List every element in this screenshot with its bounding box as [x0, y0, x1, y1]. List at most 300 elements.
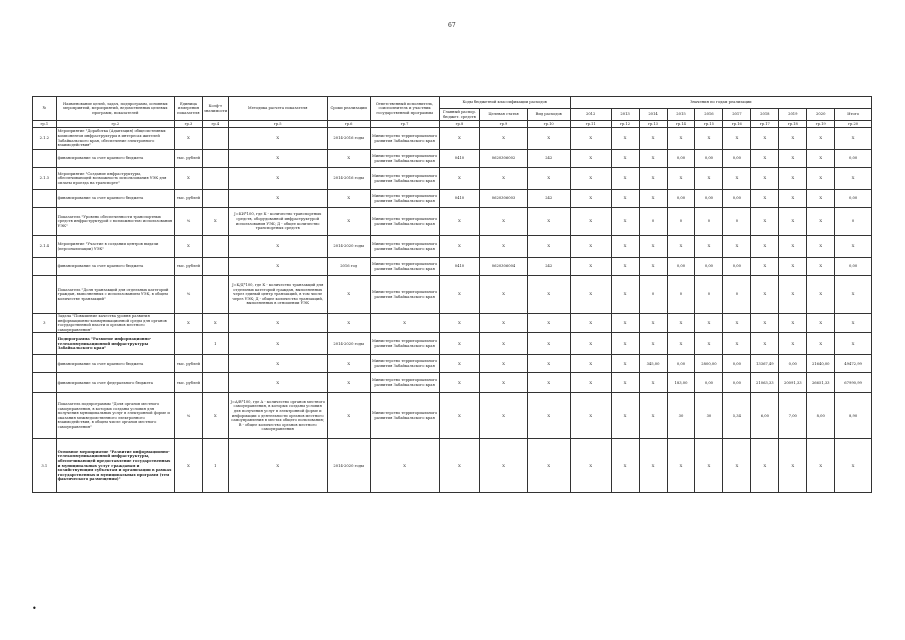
row-value: X [611, 314, 639, 333]
row-value: X [611, 150, 639, 168]
row-number [33, 393, 57, 439]
row-value: X [611, 439, 639, 493]
row-value: X [695, 333, 723, 355]
row-value: X [639, 128, 667, 150]
row-number [33, 373, 57, 393]
row-value: X [667, 168, 695, 190]
row-value: X [480, 208, 527, 236]
row-coef: 1 [202, 333, 228, 355]
row-value: X [480, 393, 527, 439]
row-value: X [835, 314, 872, 333]
row-method: X [228, 355, 327, 373]
row-name: финансирование за счет краевого бюджета [56, 355, 174, 373]
row-value: X [527, 314, 570, 333]
header-coef: Коэф-т значимости [202, 97, 228, 121]
row-value: X [807, 314, 835, 333]
row-responsible: Министерство территориального развития Забайкальского края [370, 333, 439, 355]
row-value: 2800,00 [695, 355, 723, 373]
row-value: 6,00 [751, 393, 779, 439]
row-value: X [723, 128, 751, 150]
row-unit: X [174, 314, 202, 333]
row-value: X [480, 333, 527, 355]
row-value: X [439, 236, 480, 258]
row-value: 20091,33 [779, 373, 807, 393]
row-value: X [807, 150, 835, 168]
row-value: 0 [695, 208, 723, 236]
row-value: X [639, 314, 667, 333]
row-value: 0410 [439, 150, 480, 168]
row-number: 3.1 [33, 439, 57, 493]
row-value: X [570, 439, 611, 493]
row-unit: тыс. рублей [174, 190, 202, 208]
row-value: 0,00 [667, 150, 695, 168]
row-number [33, 355, 57, 373]
row-value: X [570, 168, 611, 190]
row-value: X [639, 393, 667, 439]
row-method: J=КИ*100, где К - количество транспортных средств, оборудованной инфраструктурой использования УЭК; Д - общее количество транспортных средств [228, 208, 327, 236]
row-value: X [480, 236, 527, 258]
row-value: 0 [723, 208, 751, 236]
row-unit: X [174, 236, 202, 258]
row-value: 0,00 [723, 373, 751, 393]
page-number: 67 [448, 22, 456, 29]
row-value: X [439, 276, 480, 314]
table-row [33, 128, 872, 150]
row-value: X [570, 333, 611, 355]
row-value: X [751, 236, 779, 258]
row-value: X [480, 128, 527, 150]
row-name: финансирование за счет краевого бюджета [56, 258, 174, 276]
row-value: X [835, 276, 872, 314]
row-value: X [667, 333, 695, 355]
row-term: X [327, 355, 370, 373]
row-value: X [611, 355, 639, 373]
row-value: 242 [527, 190, 570, 208]
row-value: X [751, 439, 779, 493]
header-year: 2019 [779, 109, 807, 121]
row-value: 0,00 [723, 355, 751, 373]
row-value: X [807, 168, 835, 190]
row-value: 0410 [439, 258, 480, 276]
row-value: 7,00 [779, 393, 807, 439]
row-value: 0,00 [835, 190, 872, 208]
row-value: 0 [667, 208, 695, 236]
row-value: X [611, 373, 639, 393]
row-value: 49472,99 [835, 355, 872, 373]
row-responsible: Министерство территориального развития Забайкальского края [370, 393, 439, 439]
row-value: 0,00 [695, 373, 723, 393]
row-term: X [327, 393, 370, 439]
row-method: X [228, 258, 327, 276]
row-term: X [327, 314, 370, 333]
header-year: 2012 [570, 109, 611, 121]
row-value: X [779, 314, 807, 333]
row-value: 242 [527, 150, 570, 168]
row-coef [202, 258, 228, 276]
row-value: X [723, 439, 751, 493]
row-value: X [639, 236, 667, 258]
row-value: 0,00 [667, 190, 695, 208]
row-coef [202, 236, 228, 258]
column-number: гр.14 [667, 121, 695, 128]
row-value: X [807, 208, 835, 236]
row-value: X [695, 314, 723, 333]
row-value: X [723, 168, 751, 190]
row-unit: тыс. рублей [174, 373, 202, 393]
footer-mark: • [32, 604, 37, 613]
row-value: X [835, 333, 872, 355]
column-number: гр.18 [779, 121, 807, 128]
row-value: X [611, 333, 639, 355]
row-value: X [611, 190, 639, 208]
row-name: Показатель "Доля транзакций для отдельных категорий граждан, выполненных с использованием УЭК, в общем количестве транзакций" [56, 276, 174, 314]
column-number: гр.13 [639, 121, 667, 128]
row-value: X [527, 168, 570, 190]
row-unit: X [174, 439, 202, 493]
row-responsible: X [370, 439, 439, 493]
row-value: X [779, 168, 807, 190]
row-number [33, 208, 57, 236]
row-value: 0 [695, 276, 723, 314]
row-value: X [835, 236, 872, 258]
row-value: X [751, 333, 779, 355]
row-name: Задача "Повышение качества уровня развития информационно-коммуникационной среды для органов государственной власти и органов местного самоуправления" [56, 314, 174, 333]
row-value: X [570, 128, 611, 150]
column-number: гр.1 [33, 121, 57, 128]
row-value: X [751, 128, 779, 150]
row-value: X [611, 258, 639, 276]
row-number [33, 190, 57, 208]
row-value: 13367,49 [751, 355, 779, 373]
row-term: X [327, 373, 370, 393]
row-name: Подпрограмма "Развитие информационно-телекоммуникационной инфраструктуры Забайкальского края" [56, 333, 174, 355]
row-value: 0,00 [779, 355, 807, 373]
row-term: 2016 год [327, 258, 370, 276]
row-value: 0410 [439, 190, 480, 208]
column-number: гр.15 [695, 121, 723, 128]
row-method: X [228, 190, 327, 208]
row-number [33, 333, 57, 355]
row-value: X [611, 128, 639, 150]
row-value: X [639, 168, 667, 190]
row-unit: % [174, 208, 202, 236]
row-value: 0,00 [723, 258, 751, 276]
row-value: X [695, 236, 723, 258]
row-value: X [439, 393, 480, 439]
row-method: X [228, 314, 327, 333]
row-value: X [807, 439, 835, 493]
row-value: X [835, 168, 872, 190]
row-coef [202, 373, 228, 393]
row-name: финансирование за счет федерального бюджета [56, 373, 174, 393]
row-responsible: Министерство территориального развития Забайкальского края [370, 276, 439, 314]
row-value: 5,34 [723, 393, 751, 439]
row-coef: X [202, 314, 228, 333]
header-method: Методика расчета показателя [228, 97, 327, 121]
row-value: X [807, 276, 835, 314]
row-term: 2014-2016 годы [327, 128, 370, 150]
row-name: финансирование за счет краевого бюджета [56, 150, 174, 168]
row-value: X [439, 128, 480, 150]
row-value: 8,00 [807, 393, 835, 439]
row-value: 0,00 [667, 355, 695, 373]
row-method: X [228, 236, 327, 258]
header-year: 2014 [639, 109, 667, 121]
row-name: Показатель подпрограммы "Доля органов местного самоуправления, в которых созданы условия для получения муниципальных услуг в электронной форме и оказания межведомственного электронного взаимодействия, в общем числе органов местного самоуправления" [56, 393, 174, 439]
row-value: X [779, 439, 807, 493]
row-value: X [480, 314, 527, 333]
row-value: X [807, 258, 835, 276]
header-grbs: Главный распор. бюджет. средств [439, 109, 480, 121]
row-value: 0,00 [835, 150, 872, 168]
row-responsible: Министерство территориального развития Забайкальского края [370, 190, 439, 208]
row-value: X [835, 439, 872, 493]
row-value: X [695, 168, 723, 190]
row-method: X [228, 439, 327, 493]
row-value: X [527, 208, 570, 236]
row-value: X [779, 128, 807, 150]
row-value: X [723, 333, 751, 355]
row-number: 3 [33, 314, 57, 333]
row-value: 21063,33 [751, 373, 779, 393]
row-method: X [228, 150, 327, 168]
row-coef: X [202, 393, 228, 439]
row-unit: X [174, 168, 202, 190]
row-value: X [779, 236, 807, 258]
row-value: X [611, 276, 639, 314]
row-value: X [527, 128, 570, 150]
row-value: X [695, 439, 723, 493]
column-number: гр.19 [807, 121, 835, 128]
row-value: X [751, 190, 779, 208]
row-coef [202, 355, 228, 373]
row-value: 0,00 [723, 190, 751, 208]
row-number: 2.1.2 [33, 128, 57, 150]
row-value: X [527, 373, 570, 393]
row-value: X [667, 314, 695, 333]
table-row [33, 150, 872, 168]
row-number: 2.1.3 [33, 168, 57, 190]
table-row [33, 208, 872, 236]
row-value: X [807, 128, 835, 150]
header-year: 2013 [611, 109, 639, 121]
row-name: Показатель "Уровень обеспеченности транспортных средств инфраструктурой с возможностью использования УЭК" [56, 208, 174, 236]
row-value: X [639, 258, 667, 276]
row-value: X [807, 333, 835, 355]
row-value: X [779, 258, 807, 276]
row-value: X [667, 236, 695, 258]
header-budget-codes: Коды бюджетной классификации расходов [439, 97, 570, 109]
table-row [33, 373, 872, 393]
row-value: 0,00 [695, 190, 723, 208]
column-number: гр.20 [835, 121, 872, 128]
row-value: X [480, 355, 527, 373]
row-name: финансирование за счет краевого бюджета [56, 190, 174, 208]
row-value: X [570, 276, 611, 314]
row-value: X [527, 236, 570, 258]
table-row [33, 258, 872, 276]
header-values-by-year: Значения по годам реализации [570, 97, 871, 109]
row-value: X [751, 258, 779, 276]
table-header [33, 97, 872, 121]
column-number: гр.4 [202, 121, 228, 128]
column-number: гр.12 [611, 121, 639, 128]
row-value: X [570, 190, 611, 208]
row-value: X [570, 150, 611, 168]
row-unit: % [174, 393, 202, 439]
row-coef [202, 190, 228, 208]
row-value: X [639, 373, 667, 393]
row-value: X [611, 236, 639, 258]
row-value: 0 [639, 276, 667, 314]
row-value: 0,00 [723, 150, 751, 168]
row-value: X [439, 208, 480, 236]
row-value: X [639, 190, 667, 208]
row-value: X [480, 276, 527, 314]
row-value: 21640,00 [807, 355, 835, 373]
program-table [32, 96, 872, 493]
row-number [33, 150, 57, 168]
row-method: J=K/Д*100, где К - количество транзакций для отдельных категорий граждан, выполненных через единый центр транзакций, в том числе через УЭК; Д - общее количество транзакций, выполненных в отношении УЭК [228, 276, 327, 314]
row-value: X [751, 150, 779, 168]
row-value: X [439, 355, 480, 373]
row-value: 0,00 [695, 150, 723, 168]
row-value: 67990,99 [835, 373, 872, 393]
row-value: X [527, 439, 570, 493]
row-name: Мероприятие "Доработка (Адаптация) общесистемных компонентов инфраструктуры в интересах жителей Забайкальского края, обеспечение электронного взаимодействия" [56, 128, 174, 150]
row-value: X [695, 128, 723, 150]
header-year: 2015 [667, 109, 695, 121]
header-name: Наименование целей, задач, подпрограмм, основных мероприятий, мероприятий, ведомственных целевых программ, показателей [56, 97, 174, 121]
table-row [33, 314, 872, 333]
row-unit: тыс. рублей [174, 355, 202, 373]
row-unit [174, 333, 202, 355]
row-value: X [480, 439, 527, 493]
header-year: 2020 [807, 109, 835, 121]
row-value: X [570, 258, 611, 276]
row-value: 183,00 [667, 373, 695, 393]
row-term: X [327, 276, 370, 314]
row-value: X [807, 190, 835, 208]
row-responsible: Министерство территориального развития Забайкальского края [370, 236, 439, 258]
row-value: 0 [835, 208, 872, 236]
row-value: 0,00 [667, 258, 695, 276]
table-row [33, 439, 872, 493]
column-number: гр.10 [527, 121, 570, 128]
row-term: 2014-2020 годы [327, 236, 370, 258]
row-value: 0 [723, 276, 751, 314]
table-row [33, 236, 872, 258]
row-coef [202, 150, 228, 168]
column-number: гр.9 [480, 121, 527, 128]
row-value: X [439, 373, 480, 393]
row-term: 2014-2016 годы [327, 168, 370, 190]
row-value: 0 [639, 208, 667, 236]
table-row [33, 190, 872, 208]
column-number-row [33, 121, 872, 128]
row-value: X [527, 355, 570, 373]
header-year: 2016 [695, 109, 723, 121]
header-year: 2018 [751, 109, 779, 121]
row-term: X [327, 208, 370, 236]
row-value: 0,00 [835, 258, 872, 276]
header-term: Сроки реализации [327, 97, 370, 121]
row-value: X [439, 439, 480, 493]
row-value: X [439, 314, 480, 333]
row-value: X [570, 236, 611, 258]
row-value: 0620306002 [480, 150, 527, 168]
row-responsible: Министерство территориального развития Забайкальского края [370, 208, 439, 236]
row-value: 26651,33 [807, 373, 835, 393]
row-value: 0,00 [695, 258, 723, 276]
row-value: X [611, 208, 639, 236]
column-number: гр.2 [56, 121, 174, 128]
row-value: 242 [527, 258, 570, 276]
row-value: 8,90 [835, 393, 872, 439]
row-value: 0620306003 [480, 190, 527, 208]
row-method: J=A/B*100, где А - количество органов местного самоуправления, в которых созданы условия для получения услуг в электронной форме и информации о деятельности органов местного самоуправления в местах общего пользования; В - общее количество органов местного самоуправления [228, 393, 327, 439]
column-number: гр.7 [370, 121, 439, 128]
row-value: X [480, 373, 527, 393]
row-value: X [667, 128, 695, 150]
row-value: X [570, 373, 611, 393]
row-value: X [779, 190, 807, 208]
table-row [33, 168, 872, 190]
row-value: X [667, 439, 695, 493]
header-unit: Единица измерения показателя [174, 97, 202, 121]
row-value: X [751, 276, 779, 314]
table-row [33, 333, 872, 355]
header-responsible: Ответственный исполнитель, соисполнитель и участник государственной программы [370, 97, 439, 121]
row-value: X [835, 128, 872, 150]
row-value: X [570, 393, 611, 439]
row-number [33, 258, 57, 276]
row-value: X [751, 208, 779, 236]
row-unit: тыс. рублей [174, 258, 202, 276]
column-number: гр.16 [723, 121, 751, 128]
row-responsible: Министерство территориального развития Забайкальского края [370, 355, 439, 373]
column-number: гр.3 [174, 121, 202, 128]
row-value: X [779, 333, 807, 355]
row-responsible: Министерство территориального развития Забайкальского края [370, 128, 439, 150]
row-name: Мероприятие "Создание инфраструктуры, обеспечивающей возможность использования УЭК для оплаты проезда на транспорте" [56, 168, 174, 190]
row-value: X [527, 276, 570, 314]
header-year: 2017 [723, 109, 751, 121]
row-value: X [570, 355, 611, 373]
row-responsible: Министерство территориального развития Забайкальского края [370, 373, 439, 393]
row-unit: тыс. рублей [174, 150, 202, 168]
row-value: X [751, 168, 779, 190]
row-value: X [751, 314, 779, 333]
row-value: 30 [695, 393, 723, 439]
column-number: гр.6 [327, 121, 370, 128]
row-term: 2014-2020 годы [327, 439, 370, 493]
row-value: X [527, 393, 570, 439]
header-vr: Вид расходов [527, 109, 570, 121]
row-term: X [327, 190, 370, 208]
row-name: Основное мероприятие "Развитие информационно-телекоммуникационной инфраструктуры, обеспечивающей предоставление государственных и муниципальных услуг гражданам и хозяйствующим субъектам и организации в рамках государственных и муниципальных программ (тем фактического размещения)" [56, 439, 174, 493]
row-value: X [779, 276, 807, 314]
header-csr: Целевая статья [480, 109, 527, 121]
row-coef [202, 128, 228, 150]
row-value: X [570, 208, 611, 236]
header-year: Итого [835, 109, 872, 121]
row-value: X [723, 314, 751, 333]
row-value: X [570, 314, 611, 333]
row-coef [202, 276, 228, 314]
row-method: X [228, 128, 327, 150]
row-unit: X [174, 128, 202, 150]
